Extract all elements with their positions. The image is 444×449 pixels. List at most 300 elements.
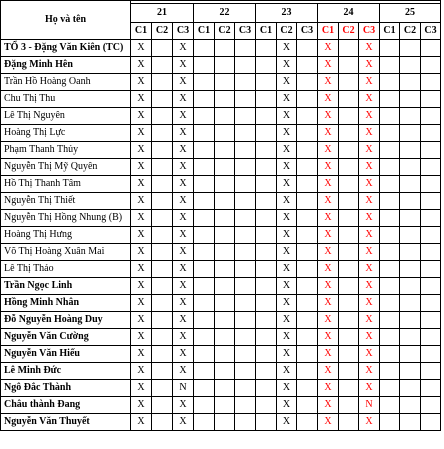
shift-cell (380, 380, 400, 397)
shift-cell (380, 57, 400, 74)
shift-cell (256, 227, 277, 244)
shift-cell (235, 414, 256, 431)
shift-cell (194, 108, 215, 125)
employee-name: Đỗ Nguyễn Hoàng Duy (1, 312, 131, 329)
shift-cell (215, 312, 235, 329)
shift-cell (297, 74, 318, 91)
shift-cell: X (277, 125, 297, 142)
shift-cell (380, 159, 400, 176)
shift-cell: X (359, 91, 380, 108)
shift-cell (421, 227, 441, 244)
shift-cell (421, 57, 441, 74)
employee-name: Châu thành Đang (1, 397, 131, 414)
shift-cell: X (277, 380, 297, 397)
shift-cell: X (318, 176, 339, 193)
shift-cell: X (359, 414, 380, 431)
shift-cell (215, 125, 235, 142)
shift-cell (215, 227, 235, 244)
shift-cell: X (359, 295, 380, 312)
shift-cell: X (318, 108, 339, 125)
shift-cell: X (318, 414, 339, 431)
table-row (1, 57, 441, 74)
shift-cell (339, 295, 359, 312)
shift-cell (194, 329, 215, 346)
shift-cell (235, 312, 256, 329)
shift-cell (297, 346, 318, 363)
shift-cell: X (173, 312, 194, 329)
shift-cell (215, 397, 235, 414)
shift-cell: X (173, 397, 194, 414)
shift-cell (194, 397, 215, 414)
shift-cell (215, 57, 235, 74)
table-row (1, 227, 441, 244)
shift-cell (235, 397, 256, 414)
shift-cell (421, 329, 441, 346)
shift-cell (152, 142, 173, 159)
shift-cell (380, 193, 400, 210)
shift-cell: X (277, 244, 297, 261)
shift-cell (339, 74, 359, 91)
shift-cell: X (173, 346, 194, 363)
table-row (1, 176, 441, 193)
shift-cell (380, 261, 400, 278)
shift-cell (215, 74, 235, 91)
shift-cell (400, 414, 421, 431)
shift-cell (256, 414, 277, 431)
shift-cell (400, 261, 421, 278)
shift-cell: X (173, 295, 194, 312)
shift-cell (400, 312, 421, 329)
shift-cell (297, 295, 318, 312)
shift-header: C3 (359, 23, 380, 40)
shift-cell: X (277, 108, 297, 125)
shift-cell (194, 261, 215, 278)
shift-cell: X (131, 244, 152, 261)
shift-cell (215, 261, 235, 278)
shift-cell (235, 40, 256, 57)
shift-cell (235, 380, 256, 397)
shift-cell: X (173, 57, 194, 74)
shift-cell (152, 278, 173, 295)
shift-cell (380, 74, 400, 91)
shift-cell (297, 210, 318, 227)
employee-name: Chu Thị Thu (1, 91, 131, 108)
employee-name: Nguyễn Văn Cường (1, 329, 131, 346)
shift-cell: X (277, 295, 297, 312)
shift-cell: X (131, 193, 152, 210)
shift-cell: X (131, 159, 152, 176)
shift-cell: X (318, 329, 339, 346)
shift-cell (194, 380, 215, 397)
shift-cell: X (359, 261, 380, 278)
shift-cell (400, 57, 421, 74)
shift-cell (256, 91, 277, 108)
table-row (1, 244, 441, 261)
shift-cell (215, 40, 235, 57)
shift-cell: X (277, 261, 297, 278)
shift-cell (339, 363, 359, 380)
shift-cell: X (359, 278, 380, 295)
shift-header: C1 (256, 23, 277, 40)
table-row (1, 193, 441, 210)
table-row (1, 40, 441, 57)
shift-cell: X (173, 108, 194, 125)
shift-cell (339, 176, 359, 193)
shift-cell (339, 142, 359, 159)
shift-cell (297, 261, 318, 278)
table-row (1, 142, 441, 159)
shift-cell: X (131, 210, 152, 227)
shift-cell (152, 295, 173, 312)
shift-cell (339, 329, 359, 346)
shift-cell (194, 40, 215, 57)
shift-cell (235, 91, 256, 108)
shift-cell (152, 57, 173, 74)
shift-cell (235, 108, 256, 125)
shift-cell: X (173, 210, 194, 227)
shift-cell (235, 346, 256, 363)
shift-cell (400, 380, 421, 397)
shift-cell (421, 142, 441, 159)
shift-cell: X (131, 329, 152, 346)
shift-cell (215, 329, 235, 346)
shift-cell (256, 346, 277, 363)
shift-cell: X (318, 295, 339, 312)
table-row (1, 125, 441, 142)
shift-cell: X (359, 125, 380, 142)
shift-cell: X (277, 193, 297, 210)
shift-cell (152, 380, 173, 397)
shift-cell (421, 312, 441, 329)
shift-cell (339, 57, 359, 74)
shift-cell (235, 295, 256, 312)
employee-name: Hoàng Thị Lực (1, 125, 131, 142)
shift-cell: X (318, 312, 339, 329)
shift-cell (339, 40, 359, 57)
shift-cell: X (277, 397, 297, 414)
shift-header: C1 (380, 23, 400, 40)
shift-cell (421, 397, 441, 414)
shift-header: C3 (173, 23, 194, 40)
shift-cell (152, 244, 173, 261)
table-row (1, 312, 441, 329)
shift-cell (215, 414, 235, 431)
shift-cell (400, 397, 421, 414)
shift-cell: X (173, 329, 194, 346)
shift-cell (400, 363, 421, 380)
shift-cell (421, 261, 441, 278)
shift-cell (380, 40, 400, 57)
shift-cell (400, 295, 421, 312)
shift-cell (235, 210, 256, 227)
shift-cell (339, 125, 359, 142)
shift-header: C1 (318, 23, 339, 40)
employee-name: Trần Hồ Hoàng Oanh (1, 74, 131, 91)
shift-cell: X (318, 125, 339, 142)
shift-cell (235, 244, 256, 261)
employee-name: Hoàng Thị Hưng (1, 227, 131, 244)
shift-cell: X (277, 40, 297, 57)
shift-cell: X (277, 74, 297, 91)
table-row (1, 74, 441, 91)
shift-cell (380, 142, 400, 159)
shift-cell (256, 74, 277, 91)
shift-cell (256, 312, 277, 329)
shift-cell: X (277, 312, 297, 329)
shift-cell (297, 278, 318, 295)
shift-cell (215, 295, 235, 312)
shift-cell (339, 278, 359, 295)
shift-cell (194, 125, 215, 142)
shift-cell: X (173, 227, 194, 244)
shift-cell: X (318, 57, 339, 74)
shift-cell (215, 363, 235, 380)
shift-cell (194, 210, 215, 227)
shift-cell: X (131, 363, 152, 380)
shift-header: C3 (235, 23, 256, 40)
shift-cell (194, 91, 215, 108)
shift-cell: X (359, 142, 380, 159)
shift-cell: X (318, 142, 339, 159)
employee-name: Nguyễn Thị Mỹ Quyên (1, 159, 131, 176)
shift-cell (152, 193, 173, 210)
shift-cell (235, 57, 256, 74)
shift-cell: X (359, 363, 380, 380)
employee-name: Phạm Thanh Thủy (1, 142, 131, 159)
shift-cell (256, 244, 277, 261)
shift-cell (297, 312, 318, 329)
shift-cell (152, 312, 173, 329)
shift-cell: X (131, 414, 152, 431)
shift-cell (421, 244, 441, 261)
shift-cell: X (318, 397, 339, 414)
shift-cell: X (277, 57, 297, 74)
shift-cell (400, 74, 421, 91)
employee-name: Hồng Minh Nhân (1, 295, 131, 312)
shift-cell: X (318, 380, 339, 397)
shift-cell (215, 210, 235, 227)
shift-cell (152, 40, 173, 57)
shift-cell (400, 210, 421, 227)
shift-cell (380, 295, 400, 312)
shift-cell (256, 108, 277, 125)
shift-cell (297, 380, 318, 397)
shift-cell (421, 380, 441, 397)
table-row (1, 346, 441, 363)
employee-name: Nguyễn Thị Thiết (1, 193, 131, 210)
shift-cell (380, 329, 400, 346)
shift-cell (256, 329, 277, 346)
shift-cell (400, 108, 421, 125)
shift-header: C2 (339, 23, 359, 40)
shift-cell (380, 278, 400, 295)
shift-cell: X (173, 244, 194, 261)
shift-cell (421, 193, 441, 210)
shift-cell: X (131, 176, 152, 193)
shift-cell: X (173, 159, 194, 176)
shift-cell (235, 159, 256, 176)
shift-cell (235, 74, 256, 91)
shift-cell (339, 414, 359, 431)
shift-cell: N (173, 380, 194, 397)
shift-cell (297, 159, 318, 176)
table-row (1, 91, 441, 108)
shift-header: C3 (421, 23, 441, 40)
shift-cell (339, 261, 359, 278)
employee-name: Lê Thị Thảo (1, 261, 131, 278)
day-header: 24 (318, 4, 380, 23)
shift-cell (421, 91, 441, 108)
shift-cell (152, 363, 173, 380)
shift-cell (194, 227, 215, 244)
shift-cell (215, 346, 235, 363)
shift-cell: X (359, 329, 380, 346)
shift-cell (215, 142, 235, 159)
employee-name: Lê Thị Nguyên (1, 108, 131, 125)
shift-cell (400, 346, 421, 363)
shift-cell (152, 176, 173, 193)
shift-cell (256, 193, 277, 210)
shift-cell (400, 193, 421, 210)
shift-cell (235, 193, 256, 210)
shift-cell: X (318, 346, 339, 363)
shift-cell (152, 329, 173, 346)
shift-cell: X (131, 261, 152, 278)
shift-cell: X (131, 57, 152, 74)
shift-cell (297, 142, 318, 159)
shift-cell (380, 312, 400, 329)
shift-cell: X (359, 193, 380, 210)
shift-cell (152, 227, 173, 244)
shift-cell: X (318, 193, 339, 210)
shift-cell (194, 346, 215, 363)
shift-cell (256, 363, 277, 380)
shift-cell (297, 244, 318, 261)
table-row (1, 414, 441, 431)
shift-cell (297, 40, 318, 57)
shift-cell (400, 278, 421, 295)
shift-cell: X (318, 91, 339, 108)
shift-cell (297, 329, 318, 346)
shift-cell (152, 414, 173, 431)
shift-cell (339, 312, 359, 329)
employee-name: TỔ 3 - Đặng Văn Kiên (TC) (1, 40, 131, 57)
shift-cell (194, 142, 215, 159)
employee-name: Hồ Thị Thanh Tâm (1, 176, 131, 193)
shift-cell (421, 159, 441, 176)
shift-cell: X (131, 108, 152, 125)
shift-cell: X (277, 278, 297, 295)
shift-cell (194, 278, 215, 295)
shift-cell (421, 74, 441, 91)
shift-cell (152, 108, 173, 125)
shift-cell (256, 176, 277, 193)
day-header: 21 (131, 4, 194, 23)
shift-cell (400, 176, 421, 193)
shift-cell: X (359, 227, 380, 244)
shift-cell: X (131, 125, 152, 142)
shift-cell (152, 261, 173, 278)
shift-cell (235, 329, 256, 346)
shift-cell: X (173, 91, 194, 108)
shift-cell (400, 329, 421, 346)
shift-cell (194, 159, 215, 176)
shift-cell (380, 244, 400, 261)
shift-cell: N (359, 397, 380, 414)
shift-cell (400, 125, 421, 142)
shift-cell (297, 414, 318, 431)
shift-cell (380, 125, 400, 142)
shift-cell: X (359, 74, 380, 91)
shift-cell (256, 261, 277, 278)
shift-cell: X (359, 346, 380, 363)
shift-cell: X (277, 346, 297, 363)
shift-cell: X (359, 380, 380, 397)
shift-cell (297, 193, 318, 210)
shift-cell: X (173, 176, 194, 193)
shift-cell: X (173, 193, 194, 210)
shift-cell (256, 380, 277, 397)
shift-cell (339, 159, 359, 176)
shift-cell (215, 159, 235, 176)
shift-cell: X (131, 142, 152, 159)
shift-cell (235, 176, 256, 193)
shift-cell: X (318, 40, 339, 57)
shift-cell: X (131, 91, 152, 108)
shift-cell (339, 397, 359, 414)
shift-cell (256, 125, 277, 142)
day-header: 23 (256, 4, 318, 23)
shift-cell (400, 159, 421, 176)
shift-cell (194, 176, 215, 193)
shift-cell (421, 363, 441, 380)
shift-cell (256, 57, 277, 74)
shift-cell: X (131, 397, 152, 414)
shift-cell: X (173, 142, 194, 159)
shift-cell: X (318, 159, 339, 176)
shift-cell (152, 74, 173, 91)
shift-cell (194, 193, 215, 210)
shift-cell: X (318, 227, 339, 244)
shift-cell: X (131, 40, 152, 57)
shift-cell (152, 159, 173, 176)
shift-cell: X (359, 40, 380, 57)
shift-cell (421, 346, 441, 363)
table-row (1, 159, 441, 176)
shift-cell (380, 414, 400, 431)
shift-cell: X (277, 91, 297, 108)
employee-name: Võ Thị Hoàng Xuân Mai (1, 244, 131, 261)
shift-cell (215, 108, 235, 125)
shift-cell: X (173, 74, 194, 91)
shift-cell: X (318, 244, 339, 261)
shift-cell (421, 295, 441, 312)
shift-cell (339, 380, 359, 397)
shift-cell (339, 346, 359, 363)
shift-cell (215, 380, 235, 397)
shift-cell (194, 295, 215, 312)
shift-cell: X (173, 414, 194, 431)
shift-cell (380, 227, 400, 244)
shift-header: C2 (277, 23, 297, 40)
shift-cell: X (277, 159, 297, 176)
shift-cell (194, 74, 215, 91)
shift-cell: X (318, 210, 339, 227)
day-header: 25 (380, 4, 441, 23)
shift-cell (194, 363, 215, 380)
shift-cell (421, 125, 441, 142)
shift-cell: X (277, 227, 297, 244)
